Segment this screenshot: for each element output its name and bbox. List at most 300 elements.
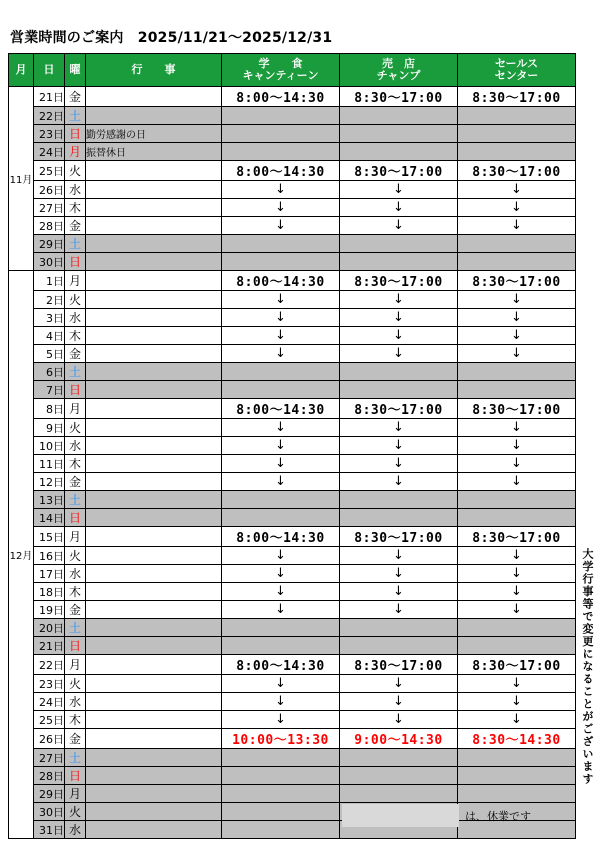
sales-hours-cell: 8:30～17:00 [458,87,576,107]
header-day: 日 [34,54,65,87]
shop-hours-cell [340,253,458,271]
sales-hours-cell: ↓ [458,181,576,199]
day-cell: 6日 [34,363,65,381]
sales-hours-cell: ↓ [458,419,576,437]
canteen-hours-cell [222,803,340,821]
canteen-hours-cell: 8:00～14:30 [222,161,340,181]
weekday-cell: 土 [65,749,86,767]
table-row [9,455,576,473]
weekday-cell: 火 [65,161,86,181]
sales-hours-cell [458,125,576,143]
shop-hours-cell: ↓ [340,693,458,711]
table-row [9,437,576,455]
shop-hours-cell: ↓ [340,601,458,619]
event-cell [86,601,222,619]
sales-hours-cell: ↓ [458,565,576,583]
canteen-hours-cell: ↓ [222,291,340,309]
day-cell: 27日 [34,199,65,217]
day-cell: 28日 [34,767,65,785]
weekday-cell: 火 [65,291,86,309]
table-row [9,767,576,785]
canteen-hours-cell: ↓ [222,583,340,601]
table-row [9,749,576,767]
day-cell: 26日 [34,729,65,749]
canteen-hours-cell [222,637,340,655]
event-cell [86,675,222,693]
table-row [9,327,576,345]
canteen-hours-cell: 8:00～14:30 [222,527,340,547]
shop-hours-cell: ↓ [340,437,458,455]
event-cell [86,345,222,363]
day-cell: 25日 [34,161,65,181]
weekday-cell: 日 [65,125,86,143]
shop-hours-cell: 8:30～17:00 [340,271,458,291]
event-cell [86,199,222,217]
shop-hours-cell: ↓ [340,473,458,491]
day-cell: 22日 [34,107,65,125]
table-row [9,87,576,107]
weekday-cell: 水 [65,565,86,583]
canteen-hours-cell [222,381,340,399]
canteen-hours-cell [222,107,340,125]
event-cell [86,271,222,291]
sales-hours-cell [458,143,576,161]
sales-hours-cell: 8:30～17:00 [458,655,576,675]
day-cell: 2日 [34,291,65,309]
shop-hours-cell: ↓ [340,419,458,437]
event-cell [86,253,222,271]
weekday-cell: 木 [65,711,86,729]
weekday-cell: 火 [65,675,86,693]
sales-hours-cell [458,491,576,509]
event-cell [86,693,222,711]
shop-hours-cell: 8:30～17:00 [340,399,458,419]
canteen-hours-cell: ↓ [222,181,340,199]
table-row [9,601,576,619]
day-cell: 21日 [34,87,65,107]
day-cell: 1日 [34,271,65,291]
weekday-cell: 月 [65,527,86,547]
sales-hours-cell [458,107,576,125]
event-cell [86,363,222,381]
sales-hours-cell: ↓ [458,327,576,345]
event-cell [86,803,222,821]
header-dow: 曜 [65,54,86,87]
shop-hours-cell [340,491,458,509]
table-row [9,527,576,547]
table-row [9,271,576,291]
event-cell [86,619,222,637]
weekday-cell: 土 [65,491,86,509]
weekday-cell: 金 [65,729,86,749]
canteen-hours-cell [222,143,340,161]
shop-hours-cell [340,619,458,637]
shop-hours-cell [340,637,458,655]
sales-hours-cell [458,767,576,785]
canteen-hours-cell [222,253,340,271]
canteen-hours-cell [222,125,340,143]
canteen-hours-cell [222,749,340,767]
day-cell: 31日 [34,821,65,839]
canteen-hours-cell: 8:00～14:30 [222,271,340,291]
weekday-cell: 日 [65,637,86,655]
sales-hours-cell: ↓ [458,217,576,235]
event-cell [86,637,222,655]
table-row [9,565,576,583]
event-cell [86,235,222,253]
shop-hours-cell [340,785,458,803]
day-cell: 29日 [34,235,65,253]
canteen-hours-cell: ↓ [222,711,340,729]
canteen-hours-cell: 8:00～14:30 [222,655,340,675]
sales-hours-cell: ↓ [458,199,576,217]
event-cell [86,565,222,583]
weekday-cell: 土 [65,235,86,253]
shop-hours-cell: ↓ [340,345,458,363]
sales-hours-cell: 8:30～17:00 [458,399,576,419]
shop-hours-cell: ↓ [340,291,458,309]
day-cell: 3日 [34,309,65,327]
weekday-cell: 月 [65,271,86,291]
shop-hours-cell [340,143,458,161]
event-cell [86,711,222,729]
weekday-cell: 月 [65,655,86,675]
shop-hours-cell: ↓ [340,565,458,583]
weekday-cell: 土 [65,619,86,637]
weekday-cell: 月 [65,785,86,803]
table-row [9,309,576,327]
event-cell [86,527,222,547]
table-row [9,161,576,181]
canteen-hours-cell: 8:00～14:30 [222,87,340,107]
shop-hours-cell [340,381,458,399]
day-cell: 18日 [34,583,65,601]
canteen-hours-cell [222,235,340,253]
day-cell: 21日 [34,637,65,655]
table-row [9,419,576,437]
day-cell: 30日 [34,803,65,821]
weekday-cell: 木 [65,199,86,217]
day-cell: 9日 [34,419,65,437]
canteen-hours-cell: ↓ [222,309,340,327]
sales-hours-cell [458,749,576,767]
table-row [9,473,576,491]
event-cell [86,399,222,419]
shop-hours-cell [340,509,458,527]
shop-hours-cell: ↓ [340,327,458,345]
day-cell: 29日 [34,785,65,803]
table-row [9,363,576,381]
sales-hours-cell: 8:30～17:00 [458,161,576,181]
day-cell: 19日 [34,601,65,619]
table-row [9,181,576,199]
event-cell [86,729,222,749]
event-cell [86,291,222,309]
header-row [9,54,576,87]
day-cell: 20日 [34,619,65,637]
table-row [9,655,576,675]
event-cell [86,455,222,473]
shop-hours-cell [340,767,458,785]
shop-hours-cell [340,363,458,381]
header-shop-line2: チャンプ [376,69,421,82]
shop-hours-cell: ↓ [340,675,458,693]
table-row [9,399,576,419]
sales-hours-cell: ↓ [458,437,576,455]
canteen-hours-cell [222,821,340,839]
sales-hours-cell: ↓ [458,711,576,729]
canteen-hours-cell [222,491,340,509]
shop-hours-cell: 9:00～14:30 [340,729,458,749]
event-cell [86,655,222,675]
header-sales-line1: セールス [494,57,538,70]
table-row [9,693,576,711]
schedule-body [9,87,576,839]
table-row [9,143,576,161]
canteen-hours-cell: ↓ [222,327,340,345]
header-canteen-line1: 学 食 [258,57,303,70]
shop-hours-cell: 8:30～17:00 [340,87,458,107]
table-row [9,107,576,125]
header-canteen-line2: キャンティーン [242,69,319,82]
weekday-cell: 金 [65,87,86,107]
header-month: 月 [9,54,34,87]
table-row [9,619,576,637]
month-cell: 11月 [9,87,34,271]
event-cell [86,419,222,437]
canteen-hours-cell: ↓ [222,345,340,363]
day-cell: 16日 [34,547,65,565]
day-cell: 25日 [34,711,65,729]
header-sales [458,54,576,87]
weekday-cell: 土 [65,363,86,381]
table-row [9,381,576,399]
table-row [9,675,576,693]
day-cell: 15日 [34,527,65,547]
event-cell [86,107,222,125]
change-notice: 大学行事等で変更になることがございます [581,548,594,786]
event-cell [86,547,222,565]
weekday-cell: 土 [65,107,86,125]
sales-hours-cell [458,363,576,381]
canteen-hours-cell [222,363,340,381]
sales-hours-cell: ↓ [458,693,576,711]
canteen-hours-cell: ↓ [222,601,340,619]
day-cell: 7日 [34,381,65,399]
sales-hours-cell: ↓ [458,601,576,619]
table-row [9,253,576,271]
day-cell: 28日 [34,217,65,235]
event-cell [86,767,222,785]
canteen-hours-cell [222,767,340,785]
sales-hours-cell [458,619,576,637]
weekday-cell: 水 [65,437,86,455]
weekday-cell: 月 [65,143,86,161]
canteen-hours-cell: 8:00～14:30 [222,399,340,419]
sales-hours-cell: 8:30～17:00 [458,527,576,547]
table-row [9,509,576,527]
shop-hours-cell [340,125,458,143]
sales-hours-cell: ↓ [458,473,576,491]
event-cell: 勤労感謝の日 [86,125,222,143]
table-row [9,345,576,363]
event-cell [86,821,222,839]
table-row [9,711,576,729]
table-row [9,583,576,601]
shop-hours-cell: ↓ [340,181,458,199]
table-row [9,235,576,253]
canteen-hours-cell: ↓ [222,693,340,711]
day-cell: 13日 [34,491,65,509]
sales-hours-cell: ↓ [458,455,576,473]
weekday-cell: 木 [65,583,86,601]
event-cell [86,749,222,767]
weekday-cell: 水 [65,181,86,199]
day-cell: 30日 [34,253,65,271]
day-cell: 26日 [34,181,65,199]
shop-hours-cell: ↓ [340,309,458,327]
sales-hours-cell: ↓ [458,291,576,309]
canteen-hours-cell: ↓ [222,675,340,693]
table-row [9,491,576,509]
canteen-hours-cell: ↓ [222,455,340,473]
canteen-hours-cell: ↓ [222,547,340,565]
day-cell: 24日 [34,143,65,161]
sales-hours-cell: ↓ [458,547,576,565]
sales-hours-cell [458,253,576,271]
canteen-hours-cell: ↓ [222,199,340,217]
shop-hours-cell [340,107,458,125]
shop-hours-cell [340,749,458,767]
closed-legend-label: は、休業です [465,810,531,823]
weekday-cell: 日 [65,253,86,271]
canteen-hours-cell: 10:00～13:30 [222,729,340,749]
day-cell: 14日 [34,509,65,527]
weekday-cell: 水 [65,821,86,839]
sales-hours-cell [458,381,576,399]
day-cell: 11日 [34,455,65,473]
shop-hours-cell: ↓ [340,199,458,217]
table-row [9,729,576,749]
weekday-cell: 水 [65,309,86,327]
day-cell: 27日 [34,749,65,767]
shop-hours-cell: ↓ [340,547,458,565]
canteen-hours-cell: ↓ [222,437,340,455]
weekday-cell: 火 [65,547,86,565]
sales-hours-cell [458,637,576,655]
event-cell [86,509,222,527]
event-cell [86,181,222,199]
shop-hours-cell: ↓ [340,711,458,729]
day-cell: 10日 [34,437,65,455]
sales-hours-cell [458,235,576,253]
table-row [9,125,576,143]
sales-hours-cell: 8:30～17:00 [458,271,576,291]
event-cell: 振替休日 [86,143,222,161]
canteen-hours-cell: ↓ [222,473,340,491]
sales-hours-cell: ↓ [458,345,576,363]
table-row [9,785,576,803]
shop-hours-cell: ↓ [340,455,458,473]
weekday-cell: 金 [65,345,86,363]
day-cell: 5日 [34,345,65,363]
day-cell: 4日 [34,327,65,345]
canteen-hours-cell: ↓ [222,419,340,437]
event-cell [86,491,222,509]
day-cell: 17日 [34,565,65,583]
shop-hours-cell: 8:30～17:00 [340,161,458,181]
table-row [9,637,576,655]
canteen-hours-cell: ↓ [222,565,340,583]
header-event: 行 事 [86,54,222,87]
closed-legend-swatch [342,804,459,827]
shop-hours-cell: ↓ [340,583,458,601]
weekday-cell: 月 [65,399,86,419]
table-row [9,217,576,235]
sales-hours-cell [458,785,576,803]
weekday-cell: 木 [65,455,86,473]
sales-hours-cell [458,509,576,527]
weekday-cell: 水 [65,693,86,711]
sales-hours-cell: 8:30～14:30 [458,729,576,749]
day-cell: 24日 [34,693,65,711]
shop-hours-cell: ↓ [340,217,458,235]
event-cell [86,87,222,107]
day-cell: 22日 [34,655,65,675]
shop-hours-cell: 8:30～17:00 [340,527,458,547]
canteen-hours-cell [222,619,340,637]
table-row [9,199,576,217]
header-shop [340,54,458,87]
table-row [9,291,576,309]
schedule-table [8,53,576,839]
canteen-hours-cell: ↓ [222,217,340,235]
page-title: 営業時間のご案内 2025/11/21～2025/12/31 [10,30,333,46]
sales-hours-cell: ↓ [458,583,576,601]
sales-hours-cell: ↓ [458,309,576,327]
weekday-cell: 日 [65,767,86,785]
weekday-cell: 火 [65,419,86,437]
weekday-cell: 日 [65,381,86,399]
weekday-cell: 木 [65,327,86,345]
event-cell [86,785,222,803]
weekday-cell: 金 [65,601,86,619]
weekday-cell: 金 [65,473,86,491]
table-row [9,547,576,565]
event-cell [86,161,222,181]
header-sales-line2: センター [494,69,539,82]
day-cell: 12日 [34,473,65,491]
weekday-cell: 金 [65,217,86,235]
event-cell [86,473,222,491]
shop-hours-cell [340,235,458,253]
sales-hours-cell: ↓ [458,675,576,693]
weekday-cell: 火 [65,803,86,821]
day-cell: 23日 [34,125,65,143]
event-cell [86,437,222,455]
event-cell [86,381,222,399]
event-cell [86,583,222,601]
canteen-hours-cell [222,785,340,803]
event-cell [86,217,222,235]
event-cell [86,327,222,345]
canteen-hours-cell [222,509,340,527]
shop-hours-cell: 8:30～17:00 [340,655,458,675]
header-canteen [222,54,340,87]
day-cell: 23日 [34,675,65,693]
day-cell: 8日 [34,399,65,419]
event-cell [86,309,222,327]
